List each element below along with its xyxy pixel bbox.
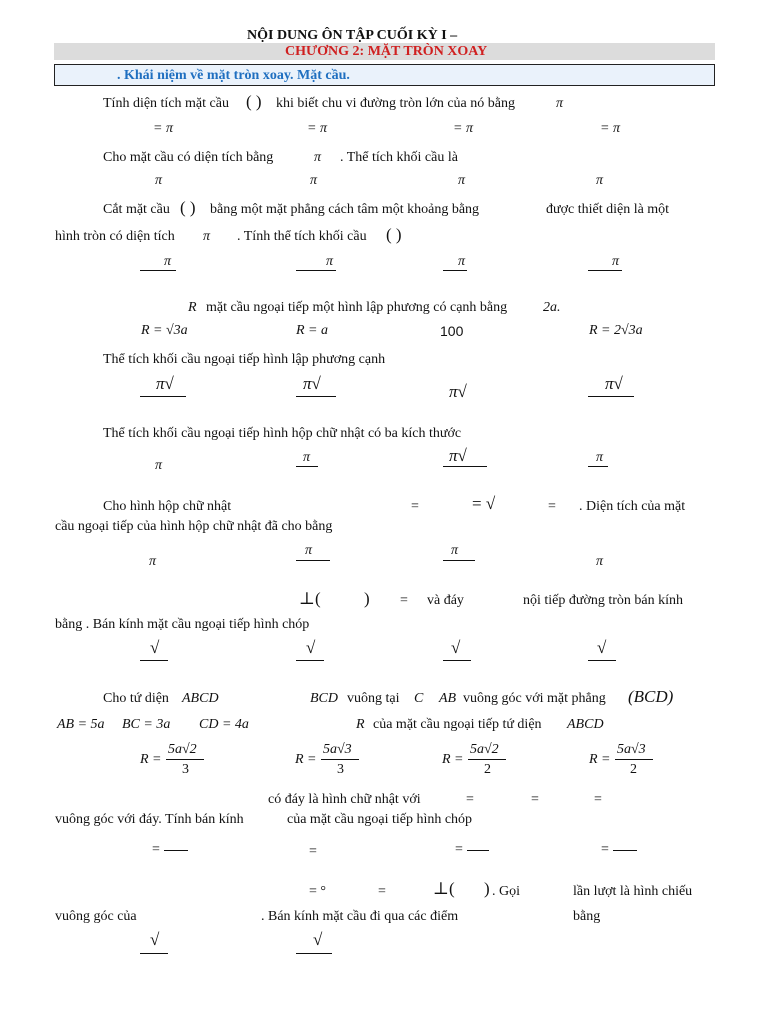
q1-pi: π <box>556 96 564 111</box>
q9-ab: AB <box>439 691 457 706</box>
q2-option-d: π <box>596 173 604 188</box>
fraction-bar <box>588 660 616 661</box>
q2-option-b: π <box>310 173 318 188</box>
q10-option-a: = <box>152 842 160 857</box>
document-title: NỘI DUNG ÔN TẬP CUỐI KỲ I – <box>247 28 458 43</box>
q8-perp: ⊥( <box>299 589 321 608</box>
fraction-bar <box>296 953 332 954</box>
q9-c: C <box>414 691 424 706</box>
q9-abcd: ABCD <box>182 691 219 706</box>
q11-option-a: √ <box>150 930 160 949</box>
fraction-bar <box>296 660 324 661</box>
q7-option-d: π <box>596 554 604 569</box>
q10-option-c: = <box>455 842 463 857</box>
q8-option-a: √ <box>150 638 160 657</box>
fraction-bar <box>140 953 168 954</box>
q9-option-a-num: 5a√2 <box>168 742 197 757</box>
q1-text-a: Tính diện tích mặt cầu <box>103 96 229 111</box>
q11-perp: ⊥( <box>433 879 455 898</box>
fraction-bar <box>613 850 637 851</box>
q6-option-d: π <box>596 450 604 465</box>
q10-text-a: có đáy là hình chữ nhật với <box>268 792 421 807</box>
q6-option-c: π√ <box>449 446 467 465</box>
q3-option-a: π <box>164 254 172 269</box>
q10-eq3: = <box>594 792 602 807</box>
q9-abcd2: ABCD <box>567 717 604 732</box>
q9-text-b: vuông tại <box>347 691 400 706</box>
q9-option-d-den: 2 <box>630 762 637 777</box>
q4-option-c: 100 <box>440 323 464 339</box>
q11-text-a: . Gọi <box>492 884 520 899</box>
q4-option-d: R = 2√3a <box>589 323 643 338</box>
q9-line2-d: của mặt cầu ngoại tiếp tứ diện <box>373 717 542 732</box>
q11-line2-c: bằng <box>573 909 601 924</box>
q1-option-a: = π <box>153 121 173 136</box>
q9-text-c: vuông góc với mặt phẳng <box>463 691 606 706</box>
q8-option-d: √ <box>597 638 607 657</box>
q3-option-b: π <box>326 254 334 269</box>
q7-line2: cầu ngoại tiếp của hình hộp chữ nhật đã cho bằng <box>55 519 333 534</box>
q9-plane: (BCD) <box>628 687 674 706</box>
q2-text-b: . Thể tích khối cầu là <box>340 150 458 165</box>
fraction-bar <box>140 660 168 661</box>
q9-option-d-lhs: R = <box>589 752 611 767</box>
q4-edge: 2a. <box>543 300 561 315</box>
q9-option-d-num: 5a√3 <box>617 742 646 757</box>
q7-option-a: π <box>149 554 157 569</box>
q9-option-c-lhs: R = <box>442 752 464 767</box>
q3-paren2: ( ) <box>386 225 402 244</box>
q9-option-b-lhs: R = <box>295 752 317 767</box>
fraction-bar <box>296 270 336 271</box>
q8-text-a: và đáy <box>427 593 464 608</box>
q11-line2-a: vuông góc của <box>55 909 137 924</box>
q11-eq2: = <box>378 884 386 899</box>
fraction-bar <box>296 396 336 397</box>
q11-text-b: lần lượt là hình chiếu <box>573 884 693 899</box>
q7-text-a: Cho hình hộp chữ nhật <box>103 499 232 514</box>
q9-option-a-den: 3 <box>182 762 189 777</box>
q11-line2-b: . Bán kính mặt cầu đi qua các điểm <box>261 909 459 924</box>
q10-line2-a: vuông góc với đáy. Tính bán kính <box>55 812 244 827</box>
q3-line2-a: hình tròn có diện tích <box>55 229 175 244</box>
q3-line2-b: . Tính thể tích khối cầu <box>237 229 367 244</box>
q5-option-b: π√ <box>303 374 321 393</box>
q8-eq: = <box>400 593 408 608</box>
fraction-bar <box>615 759 653 760</box>
q11-option-b: √ <box>313 930 323 949</box>
q7-eq2: = √ <box>472 494 496 513</box>
q5-option-c: π√ <box>449 382 467 401</box>
q9-text-a: Cho tứ diện <box>103 691 169 706</box>
fraction-bar <box>296 466 318 467</box>
q8-option-b: √ <box>306 638 316 657</box>
q3-option-d: π <box>612 254 620 269</box>
fraction-bar <box>296 560 330 561</box>
chapter-title: CHƯƠNG 2: MẶT TRÒN XOAY <box>285 44 488 59</box>
fraction-bar <box>166 759 204 760</box>
q5-text: Thể tích khối cầu ngoại tiếp hình lập phương cạnh <box>103 352 386 367</box>
section-title: . Khái niệm về mặt tròn xoay. Mặt cầu. <box>117 68 350 83</box>
q4-option-b: R = a <box>296 323 328 338</box>
q8-close: ) <box>364 589 370 608</box>
fraction-bar <box>321 759 359 760</box>
q7-text-b: . Diện tích của mặt <box>579 499 686 514</box>
q9-r: R <box>356 717 365 732</box>
fraction-bar <box>468 759 506 760</box>
fraction-bar <box>588 270 622 271</box>
q1-option-d: = π <box>600 121 620 136</box>
q7-eq1: = <box>411 499 419 514</box>
q2-pi: π <box>314 150 322 165</box>
fraction-bar <box>140 396 186 397</box>
q3-text-b: bằng một mặt phẳng cách tâm một khoảng bằng <box>210 202 480 217</box>
q1-text-b: khi biết chu vi đường tròn lớn của nó bằng <box>276 96 515 111</box>
q5-option-d: π√ <box>605 374 623 393</box>
q6-option-b: π <box>303 450 311 465</box>
fraction-bar <box>443 660 471 661</box>
q2-option-c: π <box>458 173 466 188</box>
q11-close: ) <box>484 879 490 898</box>
fraction-bar <box>588 466 608 467</box>
q6-text: Thể tích khối cầu ngoại tiếp hình hộp chữ nhật có ba kích thước <box>103 426 462 441</box>
q4-option-a: R = √3a <box>141 323 188 338</box>
q3-paren: ( ) <box>180 198 196 217</box>
q3-text-a: Cắt mặt cầu <box>103 202 170 217</box>
q9-option-b-den: 3 <box>337 762 344 777</box>
q6-option-a: π <box>155 458 163 473</box>
q10-line2-b: của mặt cầu ngoại tiếp hình chóp <box>287 812 473 827</box>
q8-line2: bằng . Bán kính mặt cầu ngoại tiếp hình chóp <box>55 617 310 632</box>
fraction-bar <box>443 270 467 271</box>
q9-option-b-num: 5a√3 <box>323 742 352 757</box>
q10-eq1: = <box>466 792 474 807</box>
q9-option-c-den: 2 <box>484 762 491 777</box>
q10-option-d: = <box>601 842 609 857</box>
q11-eq1: = ° <box>309 884 326 899</box>
q10-eq2: = <box>531 792 539 807</box>
q9-line2-b: BC = 3a <box>122 717 171 732</box>
q8-text-b: nội tiếp đường tròn bán kính <box>523 593 684 608</box>
q4-var-r: R <box>188 300 197 315</box>
q5-option-a: π√ <box>156 374 174 393</box>
q4-text: mặt cầu ngoại tiếp một hình lập phương có cạnh bằng <box>206 300 508 315</box>
fraction-bar <box>443 560 475 561</box>
fraction-bar <box>588 396 634 397</box>
q9-option-a-lhs: R = <box>140 752 162 767</box>
fraction-bar <box>443 466 487 467</box>
q9-line2-a: AB = 5a <box>57 717 105 732</box>
q7-option-b: π <box>305 543 313 558</box>
q7-option-c: π <box>451 543 459 558</box>
fraction-bar <box>467 850 489 851</box>
q1-option-c: = π <box>453 121 473 136</box>
q7-eq3: = <box>548 499 556 514</box>
q3-text-c: được thiết diện là một <box>546 202 670 217</box>
q2-text-a: Cho mặt cầu có diện tích bằng <box>103 150 274 165</box>
q9-line2-c: CD = 4a <box>199 717 249 732</box>
q1-option-b: = π <box>307 121 327 136</box>
fraction-bar <box>164 850 188 851</box>
q3-pi: π <box>203 229 211 244</box>
q9-option-c-num: 5a√2 <box>470 742 499 757</box>
q2-option-a: π <box>155 173 163 188</box>
q1-paren: ( ) <box>246 92 262 111</box>
q9-bcd: BCD <box>310 691 338 706</box>
fraction-bar <box>140 270 176 271</box>
q10-option-b: = <box>309 844 317 859</box>
q3-option-c: π <box>458 254 466 269</box>
q8-option-c: √ <box>451 638 461 657</box>
